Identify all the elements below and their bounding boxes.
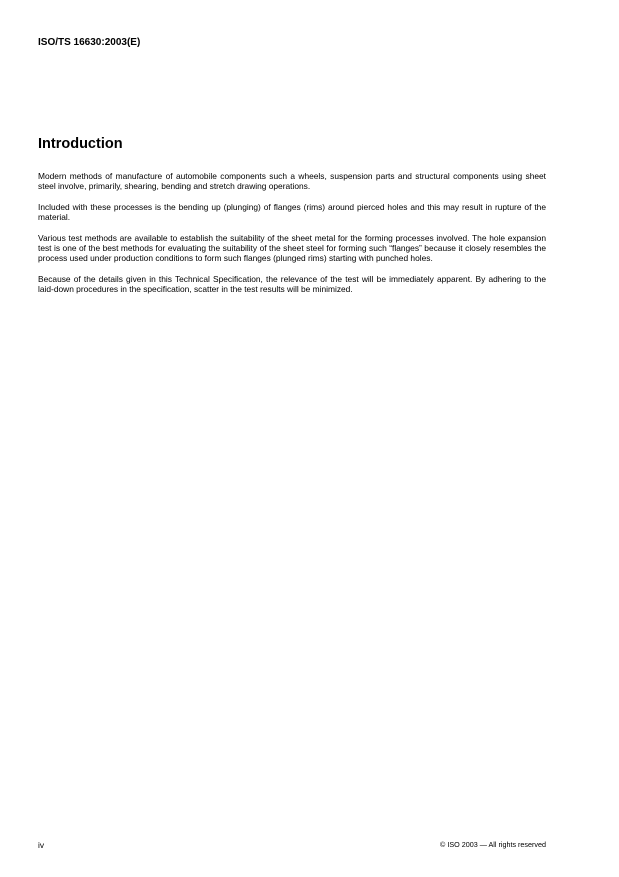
copyright-notice: © ISO 2003 — All rights reserved [440, 840, 546, 849]
paragraph-1: Modern methods of manufacture of automobile components such a wheels, suspension parts and structural components using sheet steel involve, primarily, shearing, bending and stretch drawing operations. [38, 171, 546, 192]
document-identifier: ISO/TS 16630:2003(E) [38, 37, 141, 48]
introduction-body [38, 171, 546, 305]
paragraph-2: Included with these processes is the bending up (plunging) of flanges (rims) around pierced holes and this may result in rupture of the material. [38, 201, 546, 223]
section-title: Introduction [38, 136, 123, 152]
paragraph-4: Because of the details given in this Technical Specification, the relevance of the test will be immediately apparent. By adhering to the laid-down procedures in the specification, scatter in the test results will be minimized. [38, 273, 546, 295]
page-number: iv [38, 840, 45, 850]
paragraph-3: Various test methods are available to establish the suitability of the sheet metal for the forming processes involved. The hole expansion test is one of the best methods for evaluating the suitability of the sheet steel for forming such “flanges” because it closely resembles the process used under production conditions to form such flanges (plunged rims) starting with punched holes. [38, 232, 546, 264]
